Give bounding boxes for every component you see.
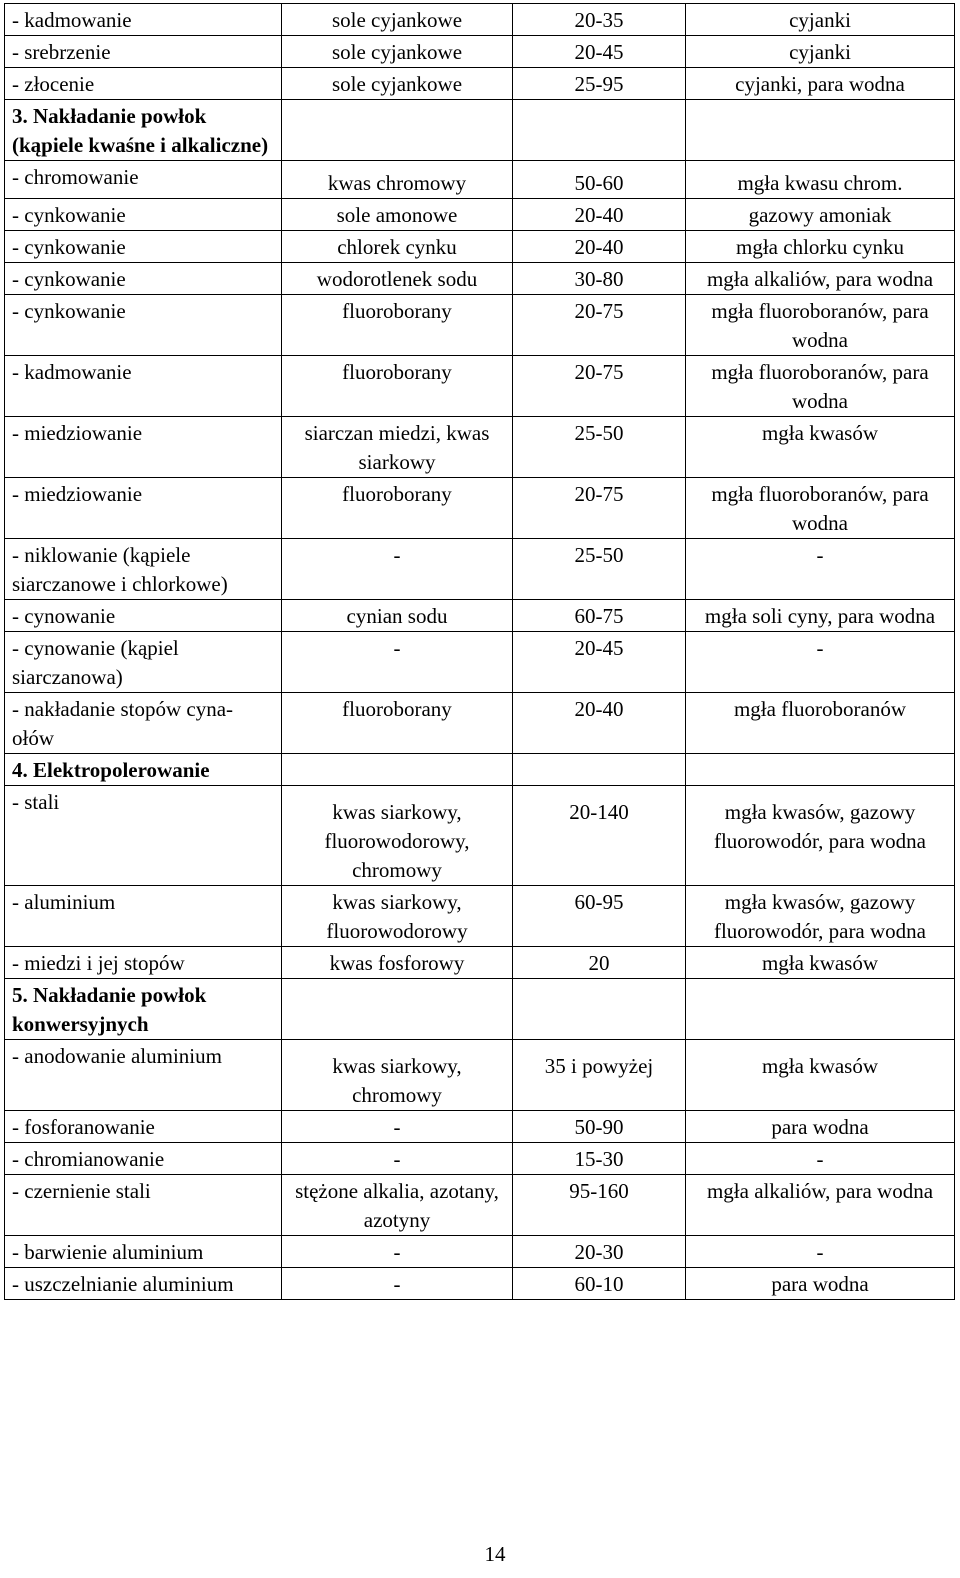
temperature-cell: 60-75: [513, 600, 686, 632]
section-heading-row: [5, 979, 955, 1040]
temperature-cell: 60-95: [513, 886, 686, 947]
bath-cell: stężone alkalia, azotany, azotyny: [282, 1175, 513, 1236]
process-cell: - cynowanie: [5, 600, 282, 632]
emission-cell: mgła fluoroboranów, para wodna: [686, 478, 955, 539]
table-row: [5, 295, 955, 356]
table-row: [5, 693, 955, 754]
temperature-cell: 25-50: [513, 539, 686, 600]
emission-cell: [686, 754, 955, 786]
process-cell: - miedzi i jej stopów: [5, 947, 282, 979]
process-cell: 5. Nakładanie powłok konwersyjnych: [5, 979, 282, 1040]
emission-cell: [686, 979, 955, 1040]
table-row: [5, 4, 955, 36]
bath-cell: fluoroborany: [282, 478, 513, 539]
bath-cell: -: [282, 1268, 513, 1300]
process-cell: - stali: [5, 786, 282, 886]
table-row: [5, 231, 955, 263]
table-row: [5, 68, 955, 100]
table-row: [5, 1175, 955, 1236]
emission-cell: -: [686, 539, 955, 600]
bath-cell: chlorek cynku: [282, 231, 513, 263]
table-row: [5, 632, 955, 693]
emission-cell: -: [686, 1236, 955, 1268]
emission-cell: mgła kwasu chrom.: [686, 161, 955, 199]
table-row: [5, 161, 955, 199]
bath-cell: siarczan miedzi, kwas siarkowy: [282, 417, 513, 478]
temperature-cell: 20-40: [513, 693, 686, 754]
process-cell: - czernienie stali: [5, 1175, 282, 1236]
emission-cell: para wodna: [686, 1111, 955, 1143]
process-cell: - niklowanie (kąpiele siarczanowe i chlorkowe): [5, 539, 282, 600]
temperature-cell: 30-80: [513, 263, 686, 295]
temperature-cell: [513, 754, 686, 786]
bath-cell: [282, 979, 513, 1040]
table-body: [5, 4, 955, 1300]
emission-cell: mgła fluoroboranów, para wodna: [686, 295, 955, 356]
process-cell: - cynkowanie: [5, 263, 282, 295]
table-row: [5, 199, 955, 231]
bath-cell: sole amonowe: [282, 199, 513, 231]
bath-cell: sole cyjankowe: [282, 4, 513, 36]
section-heading-row: [5, 754, 955, 786]
emission-cell: mgła soli cyny, para wodna: [686, 600, 955, 632]
temperature-cell: 25-50: [513, 417, 686, 478]
temperature-cell: 20-45: [513, 36, 686, 68]
table-row: [5, 1143, 955, 1175]
table-row: [5, 263, 955, 295]
emission-cell: [686, 100, 955, 161]
table-row: [5, 417, 955, 478]
temperature-cell: [513, 100, 686, 161]
bath-cell: cynian sodu: [282, 600, 513, 632]
temperature-cell: 20-75: [513, 478, 686, 539]
temperature-cell: 15-30: [513, 1143, 686, 1175]
table-row: [5, 36, 955, 68]
table-row: [5, 600, 955, 632]
process-cell: - cynowanie (kąpiel siarczanowa): [5, 632, 282, 693]
bath-cell: -: [282, 1236, 513, 1268]
table-row: [5, 1111, 955, 1143]
emission-cell: mgła kwasów: [686, 947, 955, 979]
temperature-cell: [513, 979, 686, 1040]
emission-cell: mgła fluoroboranów: [686, 693, 955, 754]
process-cell: - kadmowanie: [5, 356, 282, 417]
emission-cell: cyjanki: [686, 36, 955, 68]
emission-cell: -: [686, 1143, 955, 1175]
temperature-cell: 35 i powyżej: [513, 1040, 686, 1111]
table-row: [5, 1040, 955, 1111]
process-cell: - chromianowanie: [5, 1143, 282, 1175]
emission-cell: mgła alkaliów, para wodna: [686, 263, 955, 295]
process-cell: 3. Nakładanie powłok (kąpiele kwaśne i alkaliczne): [5, 100, 282, 161]
bath-cell: wodorotlenek sodu: [282, 263, 513, 295]
bath-cell: [282, 754, 513, 786]
bath-cell: fluoroborany: [282, 295, 513, 356]
emission-cell: cyjanki: [686, 4, 955, 36]
process-cell: - anodowanie aluminium: [5, 1040, 282, 1111]
temperature-cell: 95-160: [513, 1175, 686, 1236]
temperature-cell: 20-35: [513, 4, 686, 36]
temperature-cell: 20-30: [513, 1236, 686, 1268]
table-row: [5, 786, 955, 886]
bath-cell: -: [282, 539, 513, 600]
temperature-cell: 50-90: [513, 1111, 686, 1143]
process-cell: - fosforanowanie: [5, 1111, 282, 1143]
table-row: [5, 539, 955, 600]
process-cell: - srebrzenie: [5, 36, 282, 68]
emission-cell: mgła chlorku cynku: [686, 231, 955, 263]
page-number: 14: [484, 1542, 506, 1566]
process-cell: - uszczelnianie aluminium: [5, 1268, 282, 1300]
process-cell: - cynkowanie: [5, 295, 282, 356]
section-heading-row: [5, 100, 955, 161]
table-row: [5, 947, 955, 979]
emission-cell: mgła kwasów, gazowy fluorowodór, para wodna: [686, 886, 955, 947]
bath-cell: sole cyjankowe: [282, 36, 513, 68]
temperature-cell: 50-60: [513, 161, 686, 199]
temperature-cell: 20-40: [513, 231, 686, 263]
table-row: [5, 1268, 955, 1300]
process-cell: - miedziowanie: [5, 417, 282, 478]
process-cell: - cynkowanie: [5, 231, 282, 263]
temperature-cell: 20-45: [513, 632, 686, 693]
emission-cell: para wodna: [686, 1268, 955, 1300]
bath-cell: fluoroborany: [282, 356, 513, 417]
table-row: [5, 886, 955, 947]
process-cell: - miedziowanie: [5, 478, 282, 539]
process-cell: - nakładanie stopów cyna-ołów: [5, 693, 282, 754]
table-row: [5, 478, 955, 539]
emissions-table: [4, 3, 955, 1300]
temperature-cell: 20-75: [513, 295, 686, 356]
temperature-cell: 20-40: [513, 199, 686, 231]
emission-cell: mgła kwasów, gazowy fluorowodór, para wodna: [686, 786, 955, 886]
table-row: [5, 1236, 955, 1268]
bath-cell: kwas chromowy: [282, 161, 513, 199]
process-cell: - aluminium: [5, 886, 282, 947]
bath-cell: [282, 100, 513, 161]
process-cell: 4. Elektropolerowanie: [5, 754, 282, 786]
table-row: [5, 356, 955, 417]
emission-cell: mgła fluoroboranów, para wodna: [686, 356, 955, 417]
emission-cell: mgła kwasów: [686, 417, 955, 478]
temperature-cell: 20-75: [513, 356, 686, 417]
process-cell: - kadmowanie: [5, 4, 282, 36]
bath-cell: kwas fosforowy: [282, 947, 513, 979]
bath-cell: -: [282, 1111, 513, 1143]
process-cell: - barwienie aluminium: [5, 1236, 282, 1268]
bath-cell: -: [282, 632, 513, 693]
bath-cell: kwas siarkowy, chromowy: [282, 1040, 513, 1111]
process-cell: - chromowanie: [5, 161, 282, 199]
emission-cell: -: [686, 632, 955, 693]
emission-cell: mgła kwasów: [686, 1040, 955, 1111]
bath-cell: fluoroborany: [282, 693, 513, 754]
bath-cell: kwas siarkowy, fluorowodorowy, chromowy: [282, 786, 513, 886]
bath-cell: sole cyjankowe: [282, 68, 513, 100]
temperature-cell: 20-140: [513, 786, 686, 886]
emission-cell: mgła alkaliów, para wodna: [686, 1175, 955, 1236]
bath-cell: kwas siarkowy, fluorowodorowy: [282, 886, 513, 947]
temperature-cell: 20: [513, 947, 686, 979]
process-cell: - cynkowanie: [5, 199, 282, 231]
temperature-cell: 60-10: [513, 1268, 686, 1300]
temperature-cell: 25-95: [513, 68, 686, 100]
process-cell: - złocenie: [5, 68, 282, 100]
bath-cell: -: [282, 1143, 513, 1175]
emission-cell: cyjanki, para wodna: [686, 68, 955, 100]
emission-cell: gazowy amoniak: [686, 199, 955, 231]
